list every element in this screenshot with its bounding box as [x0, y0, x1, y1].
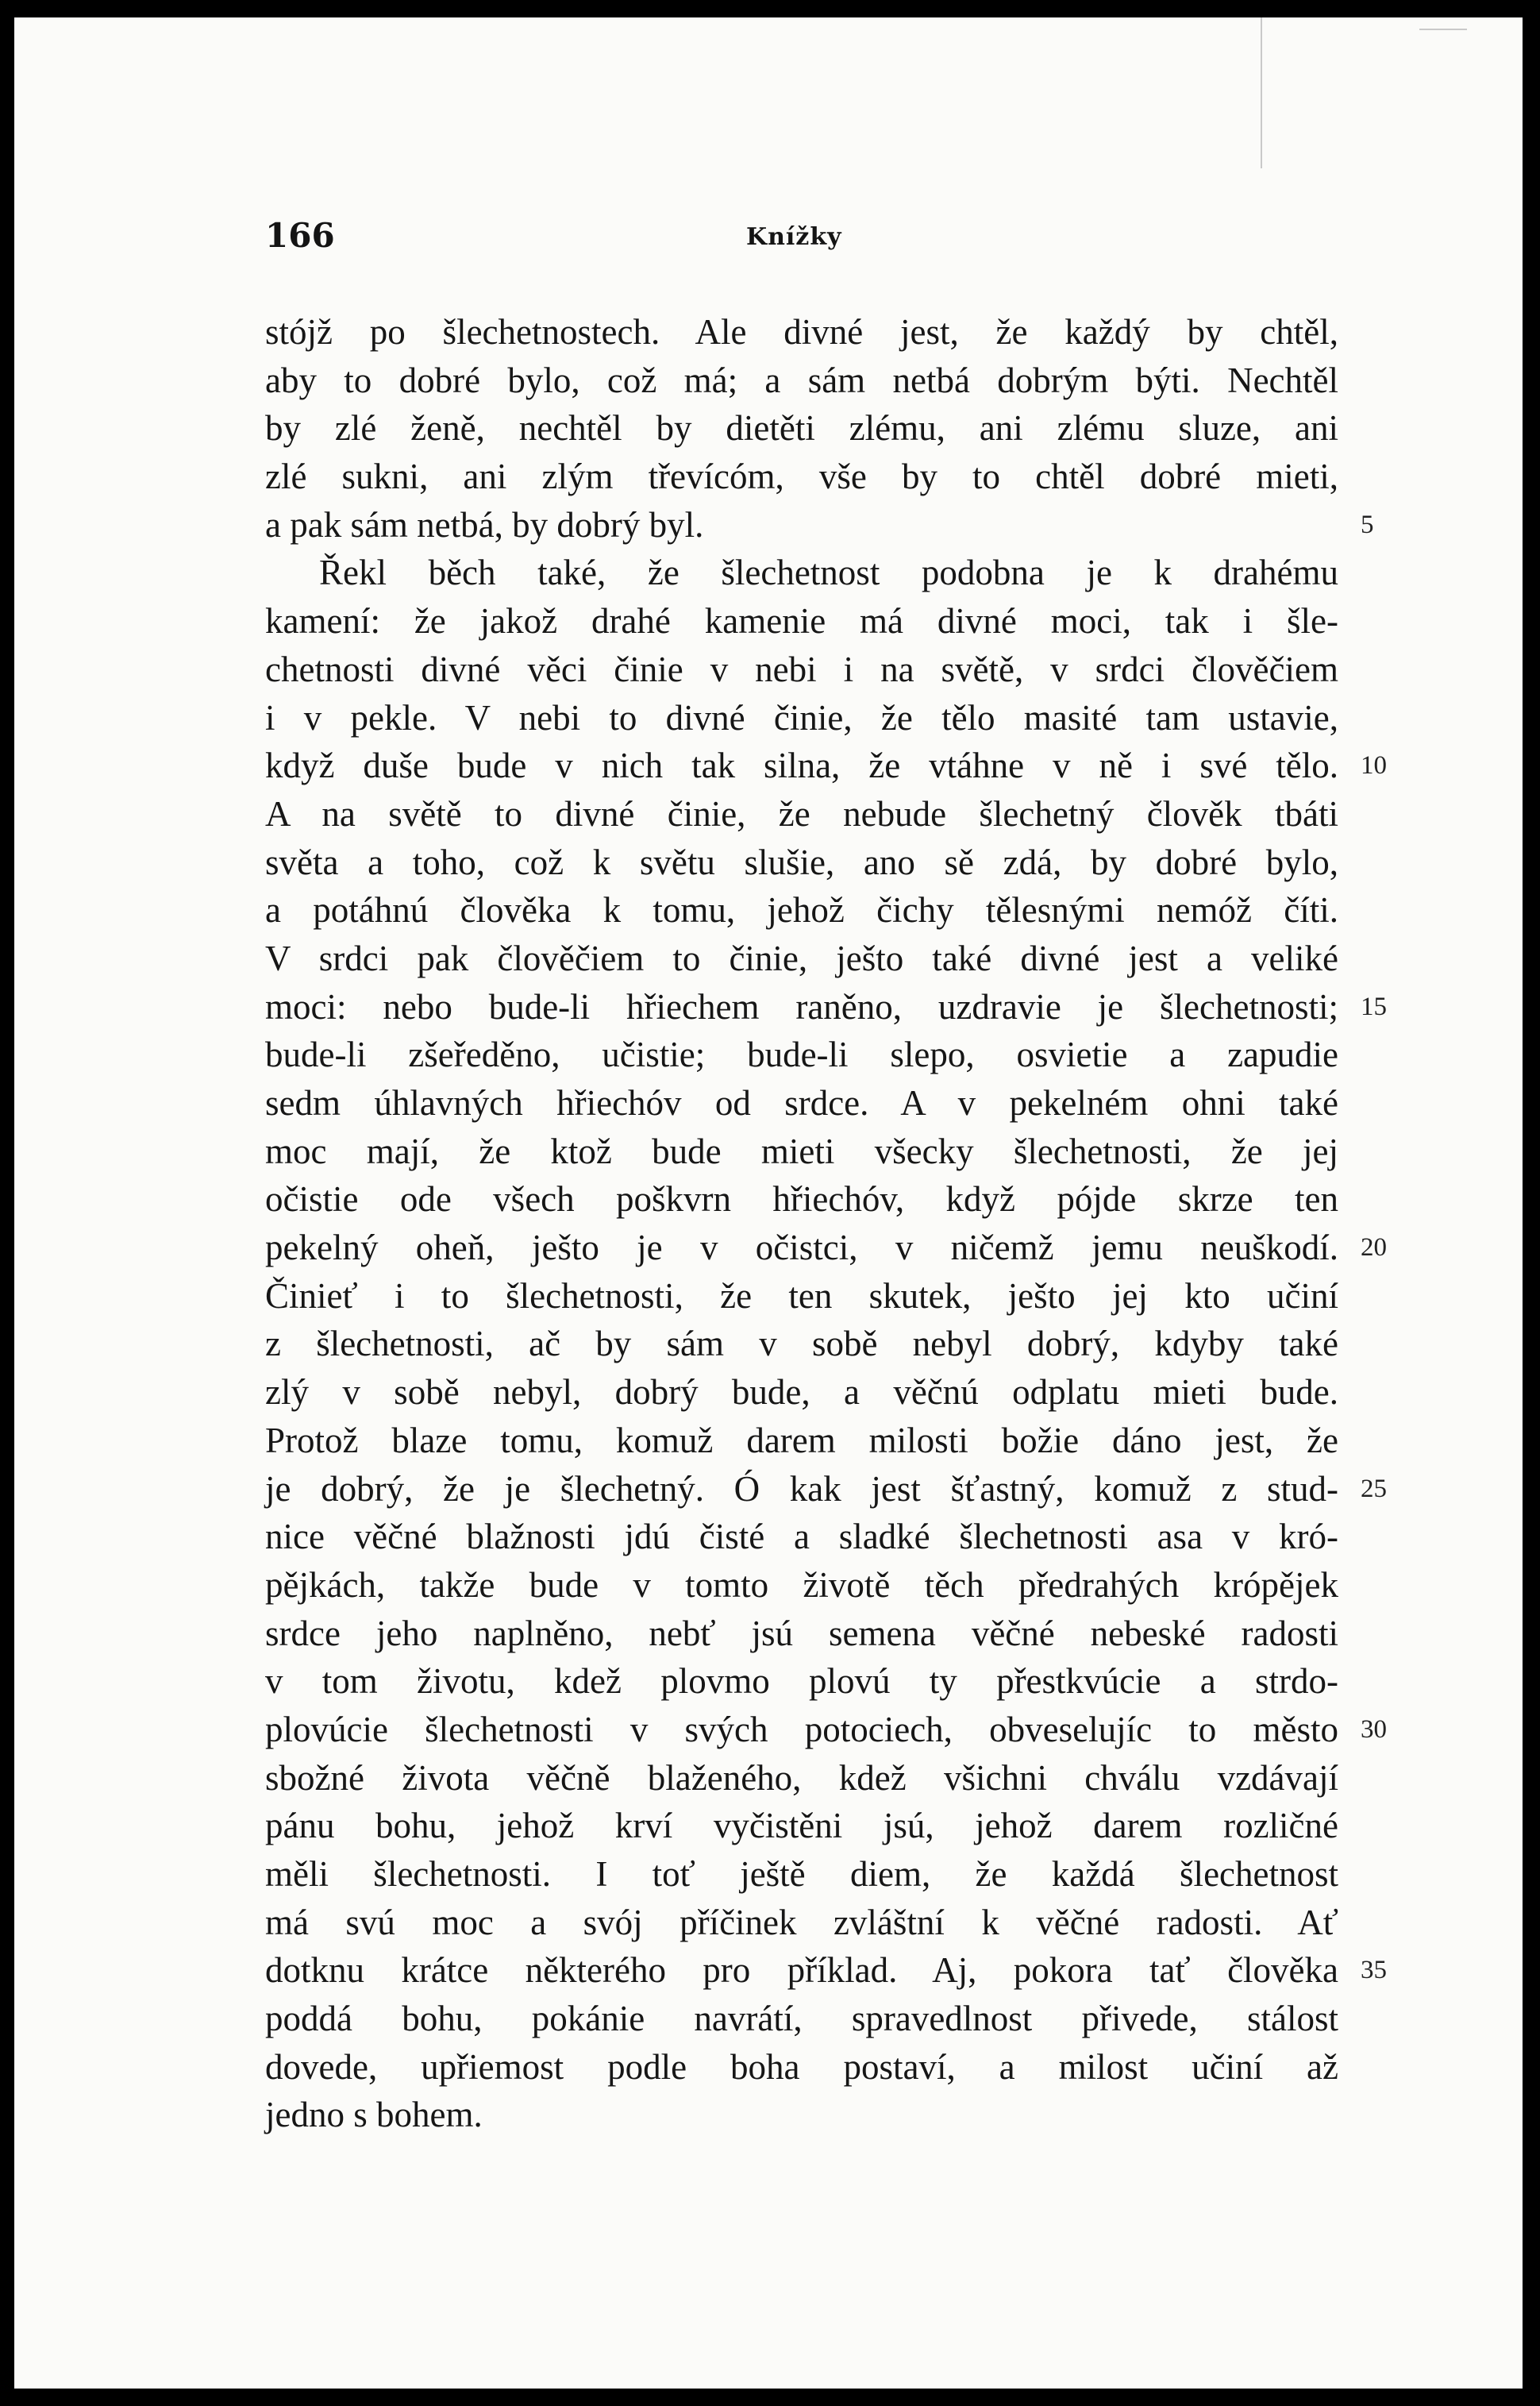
text-line — [265, 1946, 1387, 1995]
text-line — [265, 790, 1338, 839]
text-line — [265, 886, 1338, 935]
line-text: dotknu krátce některého pro příklad. Aj, pokora tať člověka — [265, 1950, 1338, 1991]
line-number-marker: 5 — [1361, 510, 1374, 539]
line-text: Činieť i to šlechetnosti, že ten skutek, ješto jej kto učiní — [265, 1275, 1338, 1316]
line-text: plovúcie šlechetnosti v svých potociech, obveselujíc to město — [265, 1709, 1338, 1749]
line-text: měli šlechetnosti. I toť ještě diem, že každá šlechetnost — [265, 1854, 1338, 1894]
text-line — [265, 1320, 1338, 1368]
text-line — [265, 1850, 1338, 1899]
line-text: Řekl běch také, že šlechetnost podobna je k drahému — [319, 553, 1338, 593]
text-line — [265, 1513, 1338, 1561]
text-line — [265, 357, 1338, 405]
line-text: zlé sukni, ani zlým třevícóm, vše by to chtěl dobré mieti, — [265, 457, 1338, 497]
line-text: moci: nebo bude-li hřiechem raněno, uzdravie je šlechetnosti; — [265, 986, 1338, 1027]
text-line — [265, 1610, 1338, 1658]
text-line — [265, 983, 1387, 1031]
line-number-marker: 15 — [1361, 992, 1387, 1021]
line-text: srdce jeho naplněno, nebť jsú semena věčné nebeské radosti — [265, 1613, 1338, 1653]
page-number: 166 — [265, 216, 335, 255]
text-line — [265, 1031, 1338, 1079]
text-line — [265, 549, 1338, 597]
text-line — [265, 646, 1338, 694]
line-text: kamení: že jakož drahé kamenie má divné moci, tak i šle- — [265, 601, 1338, 642]
line-text: stójž po šlechetnostech. Ale divné jest, že každý by chtěl, — [265, 312, 1338, 352]
line-text: a potáhnú člověka k tomu, jehož čichy tělesnými nemóž číti. — [265, 890, 1338, 931]
line-number-marker: 10 — [1361, 751, 1387, 781]
line-text: sbožné života věčně blaženého, kdež všichni chválu vzdávají — [265, 1757, 1338, 1798]
text-line — [265, 308, 1338, 357]
line-text: poddá bohu, pokánie navrátí, spravedlnost přivede, stálost — [265, 1999, 1338, 2039]
line-text: je dobrý, že je šlechetný. Ó kak jest šťastný, komuž z stud- — [265, 1468, 1338, 1509]
text-line — [265, 1465, 1387, 1513]
text-block — [265, 308, 1387, 2139]
line-number-marker: 25 — [1361, 1474, 1387, 1503]
line-number-marker: 30 — [1361, 1714, 1387, 1744]
line-text: zlý v sobě nebyl, dobrý bude, a věčnú odplatu mieti bude. — [265, 1372, 1338, 1413]
line-text: když duše bude v nich tak silna, že vtáhne v ně i své tělo. — [265, 746, 1338, 786]
text-line — [265, 742, 1387, 790]
line-text: a pak sám netbá, by dobrý byl. — [265, 504, 704, 545]
line-text: pekelný oheň, ješto je v očistci, v ničemž jemu neuškodí. — [265, 1228, 1338, 1268]
line-number-marker: 35 — [1361, 1956, 1387, 1985]
line-text: moc mají, že ktož bude mieti všecky šlechetnosti, že jej — [265, 1131, 1338, 1171]
text-line — [265, 2043, 1338, 2092]
text-line — [265, 1706, 1387, 1754]
line-text: bude-li zšeředěno, učistie; bude-li slepo, osvietie a zapudie — [265, 1035, 1338, 1075]
text-line — [265, 1175, 1338, 1224]
text-line — [265, 1899, 1338, 1947]
line-text: A na světě to divné činie, že nebude šlechetný člověk tbáti — [265, 793, 1338, 834]
line-text: z šlechetnosti, ač by sám v sobě nebyl dobrý, kdyby také — [265, 1324, 1338, 1364]
text-line — [265, 453, 1338, 501]
text-line — [265, 935, 1338, 983]
text-line — [265, 1561, 1338, 1610]
line-text: světa a toho, což k světu slušie, ano sě zdá, by dobré bylo, — [265, 842, 1338, 882]
text-line — [265, 1272, 1338, 1321]
line-text: V srdci pak člověčiem to činie, ješto také divné jest a veliké — [265, 938, 1338, 978]
line-number-marker: 20 — [1361, 1233, 1387, 1263]
running-head — [0, 208, 1540, 264]
text-line — [265, 1754, 1338, 1803]
line-text: nice věčné blažnosti jdú čisté a sladké šlechetnosti asa v kró- — [265, 1517, 1338, 1557]
text-line — [265, 1802, 1338, 1850]
text-line — [265, 1224, 1387, 1272]
text-line — [265, 1417, 1338, 1465]
text-line — [265, 839, 1338, 887]
line-text: má svú moc a svój příčinek zvláštní k věčné radosti. Ať — [265, 1902, 1338, 1942]
line-text: by zlé ženě, nechtěl by dietěti zlému, ani zlému sluze, ani — [265, 408, 1338, 449]
line-text: jedno s bohem. — [265, 2095, 483, 2135]
text-line — [265, 694, 1338, 742]
line-text: pánu bohu, jehož krví vyčistěni jsú, jehož darem rozličné — [265, 1806, 1338, 1846]
line-text: v tom životu, kdež plovmo plovú ty přestkvúcie a strdo- — [265, 1661, 1338, 1702]
text-line — [265, 1368, 1338, 1417]
scan-artifact-line — [1261, 17, 1262, 168]
text-line — [265, 501, 1374, 549]
text-line — [265, 404, 1338, 453]
line-text: Protož blaze tomu, komuž darem milosti božie dáno jest, že — [265, 1420, 1338, 1460]
line-text: sedm úhlavných hřiechóv od srdce. A v pekelném ohni také — [265, 1083, 1338, 1123]
text-line — [265, 2091, 1338, 2139]
line-text: chetnosti divné věci činie v nebi i na světě, v srdci člověčiem — [265, 649, 1338, 689]
running-title: Knížky — [746, 223, 842, 251]
line-text: pějkách, takže bude v tomto životě těch předrahých krópějek — [265, 1564, 1338, 1605]
line-text: i v pekle. V nebi to divné činie, že tělo masité tam ustavie, — [265, 697, 1338, 738]
text-line — [265, 1128, 1338, 1176]
scan-artifact-line — [1419, 29, 1467, 30]
text-line — [265, 597, 1338, 646]
line-text: aby to dobré bylo, což má; a sám netbá dobrým býti. Nechtěl — [265, 360, 1338, 400]
line-text: očistie ode všech poškvrn hřiechóv, když pójde skrze ten — [265, 1179, 1338, 1220]
text-line — [265, 1995, 1338, 2043]
text-line — [265, 1079, 1338, 1128]
line-text: dovede, upřiemost podle boha postaví, a milost učiní až — [265, 2046, 1338, 2087]
text-line — [265, 1657, 1338, 1706]
